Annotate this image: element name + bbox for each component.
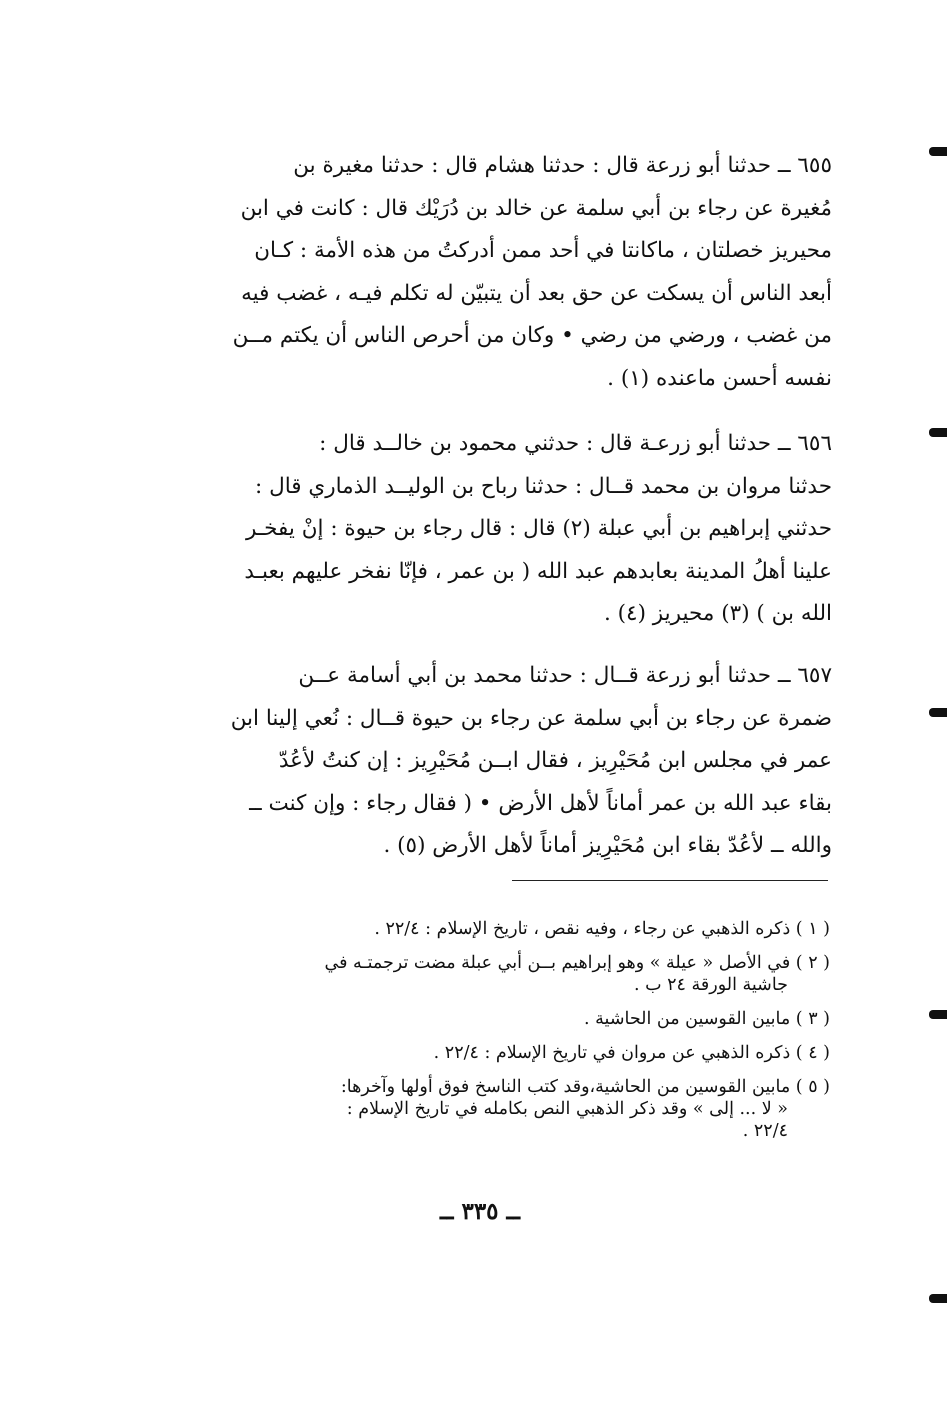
footnote-divider	[512, 880, 828, 881]
footnote-line: ( ٢ ) في الأصل « عيلة » وهو إبراهيم بــن أبي عبلة مضت ترجمتـه في	[324, 953, 830, 973]
footnote-line: جاشية الورقة ٢٤ ب .	[633, 975, 788, 995]
text-line: حدثني إبراهيم بن أبي عبلة (٢) قال : قال رجاء بن حيوة : إنْ يفخـر	[246, 516, 832, 541]
footnote-line: ٢٢/٤ .	[742, 1121, 788, 1141]
footnotes	[182, 918, 830, 1154]
footnote-line: « لا ... إلى » وقد ذكر الذهبي النص بكامله في تاريخ الإسلام :	[346, 1099, 788, 1119]
text-line: محيريز خصلتان ، ماكانتا في أحد ممن أدركتُ من هذه الأمة : كـان	[254, 238, 832, 263]
text-line: بقاء عبد الله بن عمر أماناً لأهل الأرض • ( فقال رجاء : وإن كنت ــ	[249, 790, 832, 816]
footnote-3	[182, 1008, 830, 1030]
footnote-5	[182, 1076, 830, 1142]
text-line: علينا أهلُ المدينة بعابدهم عبد الله ( بن عمر ، فإنّا نفخر عليهم بعبـد	[244, 558, 832, 584]
text-line: ٦٥٧ ــ حدثنا أبو زرعة قــال : حدثنا محمد بن أبي أسامة عــن	[298, 663, 832, 688]
hadith-paragraph-656	[182, 423, 832, 636]
text-line: الله بن ) (٣) محيريز (٤) .	[603, 601, 832, 626]
text-line: نفسه أحسن ماعنده (١) .	[607, 365, 832, 391]
footnote-line: ( ٤ ) ذكره الذهبي عن مروان في تاريخ الإسلام : ٢٢/٤ .	[433, 1043, 830, 1063]
footnote-line: ( ٣ ) مابين القوسين من الحاشية .	[584, 1009, 830, 1029]
footnote-line: ( ١ ) ذكره الذهبي عن رجاء ، وفيه نقص ، تاريخ الإسلام : ٢٢/٤ .	[374, 919, 830, 939]
text-line: ٦٥٦ ــ حدثنا أبو زرعـة قال : حدثني محمود بن خالــد قال :	[319, 431, 832, 456]
margin-mark	[929, 708, 947, 717]
text-line: ٦٥٥ ــ حدثنا أبو زرعة قال : حدثنا هشام قال : حدثنا مغيرة بن	[293, 153, 832, 178]
footnote-2	[182, 952, 830, 996]
text-line: والله ــ لأعُدّ بقاء ابن مُحَيْرِيز أماناً لأهل الأرض (٥) .	[383, 833, 832, 858]
footnote-4	[182, 1042, 830, 1064]
hadith-paragraph-657	[182, 655, 832, 868]
text-line: أبعد الناس أن يسكت عن حق بعد أن يتبيّن له تكلم فيـه ، غضب فيه	[241, 280, 832, 306]
margin-mark	[929, 428, 947, 437]
margin-mark	[929, 1294, 947, 1303]
text-line: من غضب ، ورضي من رضي • وكان من أحرص الناس أن يكتم مــن	[232, 323, 832, 348]
footnote-1	[182, 918, 830, 940]
margin-mark	[929, 147, 947, 156]
footnote-line: ( ٥ ) مابين القوسين من الحاشية،وقد كتب الناسخ فوق أولها وآخرها:	[340, 1077, 830, 1097]
page-number: ــ ٣٣٥ ــ	[439, 1198, 521, 1225]
text-line: مُغيرة عن رجاء بن أبي سلمة عن خالد بن دُرَيْك قال : كانت في ابن	[240, 195, 832, 221]
hadith-paragraph-655	[182, 145, 832, 400]
margin-mark	[929, 1010, 947, 1019]
text-line: عمر في مجلس ابن مُحَيْرِيز ، فقال ابــن مُحَيْرِيز : إن كنتُ لأعُدّ	[278, 748, 832, 773]
text-line: حدثنا مروان بن محمد قــال : حدثنا رباح بن الوليــد الذماري قال :	[255, 473, 832, 499]
text-line: ضمرة عن رجاء بن أبي سلمة عن رجاء بن حيوة قــال : نُعي إلينا ابن	[230, 705, 832, 731]
